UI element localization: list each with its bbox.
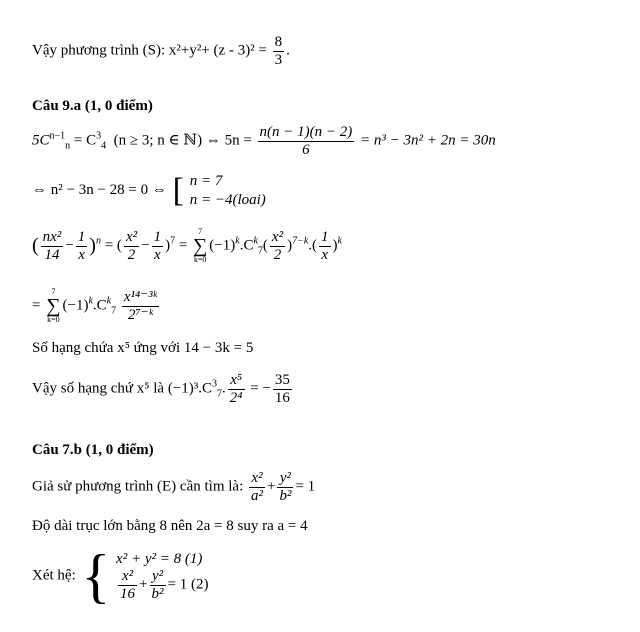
case-n-7: n = 7 xyxy=(189,173,223,189)
c-sub: 7 xyxy=(111,305,117,317)
eq-2-rest: = 1 (2) xyxy=(167,576,209,593)
frac-den: b² xyxy=(151,585,164,602)
frac-den: x xyxy=(153,246,161,263)
binomial-expansion: ( $\frac{\text{nx²}}{14}$ − $\frac{1}{x}$ )$^n$ = ( $\frac{\text{x²}}{2}$ − $\frac{1}{x}$ )$^7$ = 7 ∑ k=0 $(-1)^k.C^k_7$( $\frac{\text{x²}}{2}$ )$^{7-k}$.( $\frac{1}{x}$ )$^k$ xyxy=(32,227,342,264)
frac-num: n(n − 1)(n − 2) xyxy=(259,124,353,140)
term-sup: k xyxy=(235,235,240,247)
equals-one: = 1 xyxy=(295,478,316,495)
term-x5-condition: Số hạng chứa x⁵ ứng với 14 − 3k = 5 xyxy=(32,340,254,356)
c4-sup: 3 xyxy=(96,130,102,142)
major-axis-statement: Độ dài trục lớn bằng 8 nên 2a = 8 suy ra a = 4 xyxy=(32,518,308,534)
minus: − xyxy=(65,237,74,254)
frac-num: y² xyxy=(150,568,166,586)
term-sup: k xyxy=(88,295,93,307)
term-minus1: (−1) xyxy=(62,297,89,314)
sum-bot: k=0 xyxy=(193,255,207,264)
eq-c: = C xyxy=(73,132,97,149)
frac-num: x² xyxy=(118,568,137,586)
frac-den: 14 xyxy=(44,246,60,263)
heading-question-7b: Câu 7.b (1, 0 điểm) xyxy=(32,442,154,458)
c-sup: 3 xyxy=(212,378,218,390)
frac-num: x⁵ xyxy=(228,372,245,390)
frac-den: x xyxy=(321,246,329,263)
period: . xyxy=(286,42,290,59)
system-equations xyxy=(116,550,208,603)
fraction-x2-2-b xyxy=(270,229,285,263)
frac-den: 2 xyxy=(127,246,136,263)
fraction-x5-2-4 xyxy=(228,372,245,406)
brace-symbol: { xyxy=(81,543,111,609)
frac-den: 6 xyxy=(302,141,310,158)
exp-7-k: 7−k xyxy=(292,235,309,247)
fraction-x-power-over-2-power xyxy=(122,289,159,323)
frac-den: 16 xyxy=(120,585,136,602)
quadratic-lhs: ⇔ n² − 3n − 28 = 0 ⇔ xyxy=(32,182,167,199)
frac-den: a² xyxy=(250,487,263,504)
fraction-x2-a2 xyxy=(249,470,265,504)
combination-equation xyxy=(32,124,496,158)
fraction-y2-b2-sys xyxy=(150,568,166,602)
frac-num: 35 xyxy=(274,372,290,388)
lhs-sup: n−1 xyxy=(49,130,66,142)
frac-den: 2⁷⁻ᵏ xyxy=(127,306,153,323)
frac-num: y² xyxy=(277,470,293,488)
system-label: Xét hệ: xyxy=(32,567,76,584)
fraction-8-3 xyxy=(273,34,285,68)
frac-num: 1 xyxy=(321,229,329,245)
quadratic-equation xyxy=(32,172,266,210)
condition-text: (n ≥ 3; n ∈ ℕ) ⇔ 5n = xyxy=(113,132,252,149)
plus: + xyxy=(266,478,276,495)
fraction-y2-b2 xyxy=(277,470,293,504)
fraction-x2-2 xyxy=(124,229,139,263)
fraction-1-x xyxy=(76,229,88,263)
frac-den: 3 xyxy=(274,51,283,68)
frac-num: x² xyxy=(249,470,265,488)
fraction-1-x-c xyxy=(319,229,331,263)
dot-open: .( xyxy=(308,237,318,254)
rhs-polynomial: = n³ − 3n² + 2n = 30n xyxy=(360,132,496,149)
exp-7: 7 xyxy=(170,235,176,247)
equals-minus: = − xyxy=(250,380,271,397)
frac-den: x xyxy=(78,246,85,263)
frac-den: 2⁴ xyxy=(229,389,243,406)
bracket-symbol: [ xyxy=(172,171,184,209)
c-sup: k xyxy=(253,235,258,247)
frac-num: 1 xyxy=(77,229,86,245)
exp-k: k xyxy=(337,235,342,247)
term-minus1: (−1) xyxy=(209,237,236,254)
equals: = xyxy=(32,297,41,314)
fraction-nx2-14 xyxy=(41,229,64,263)
fraction-n-product xyxy=(258,124,355,158)
plus: + xyxy=(139,576,148,593)
equation-system xyxy=(32,543,209,609)
summation-symbol: 7 ∑ k=0 xyxy=(46,287,61,324)
fraction-1-x-b xyxy=(152,229,164,263)
case-n-minus-4: n = −4(loai) xyxy=(189,191,266,208)
ellipse-equation xyxy=(32,470,315,504)
exp-n: n xyxy=(95,235,101,247)
c-symbol: .C xyxy=(239,237,254,254)
sum-bot: k=0 xyxy=(47,315,60,324)
frac-num: x² xyxy=(125,229,138,245)
fraction-35-16 xyxy=(273,372,292,406)
summation-symbol: 7 ∑ k=0 xyxy=(193,227,208,264)
summation-simplified xyxy=(32,288,161,324)
sum-top: 7 xyxy=(198,227,203,236)
conclusion-text: Vậy phương trình (S): x²+y²+ (z - 3)² = xyxy=(32,42,267,59)
frac-num: nx² xyxy=(42,229,62,245)
system-eq-1: x² + y² = 8 (1) xyxy=(116,550,203,567)
conclusion-sphere-equation xyxy=(32,34,290,68)
ellipse-prefix: Giả sử phương trình (E) cần tìm là: xyxy=(32,478,244,495)
frac-den: 2 xyxy=(273,246,282,263)
system-eq-2 xyxy=(116,568,208,602)
c-symbol: .C xyxy=(92,297,107,314)
c4-sub: 4 xyxy=(101,140,107,152)
frac-den: 16 xyxy=(274,389,290,406)
frac-num: x² xyxy=(271,229,284,245)
sum-top: 7 xyxy=(51,287,56,296)
c-sub: 7 xyxy=(257,245,263,257)
frac-num: x¹⁴⁻³ᵏ xyxy=(123,289,157,305)
lhs-sub: n xyxy=(65,140,71,152)
frac-den: b² xyxy=(279,487,292,504)
c-sup: k xyxy=(106,295,112,307)
equals: = xyxy=(178,237,188,254)
solution-cases xyxy=(190,172,266,210)
equals-open: = ( xyxy=(104,237,122,254)
fraction-x2-16 xyxy=(118,568,137,602)
term-prefix: Vậy số hạng chứ x⁵ là (−1)³.C xyxy=(32,380,213,397)
c-sub: 7 xyxy=(217,388,223,400)
lhs-5c: 5C xyxy=(32,132,50,149)
heading-question-9a: Câu 9.a (1, 0 điểm) xyxy=(32,98,153,114)
frac-num: 1 xyxy=(153,229,162,245)
frac-num: 8 xyxy=(274,34,283,50)
term-x5-value: Vậy số hạng chứ x⁵ là $(-1)^3.C^3_7$. $\frac{\text{x⁵}}{\text{2⁴}}$ = − $\frac{35}{16}$ xyxy=(32,372,290,406)
